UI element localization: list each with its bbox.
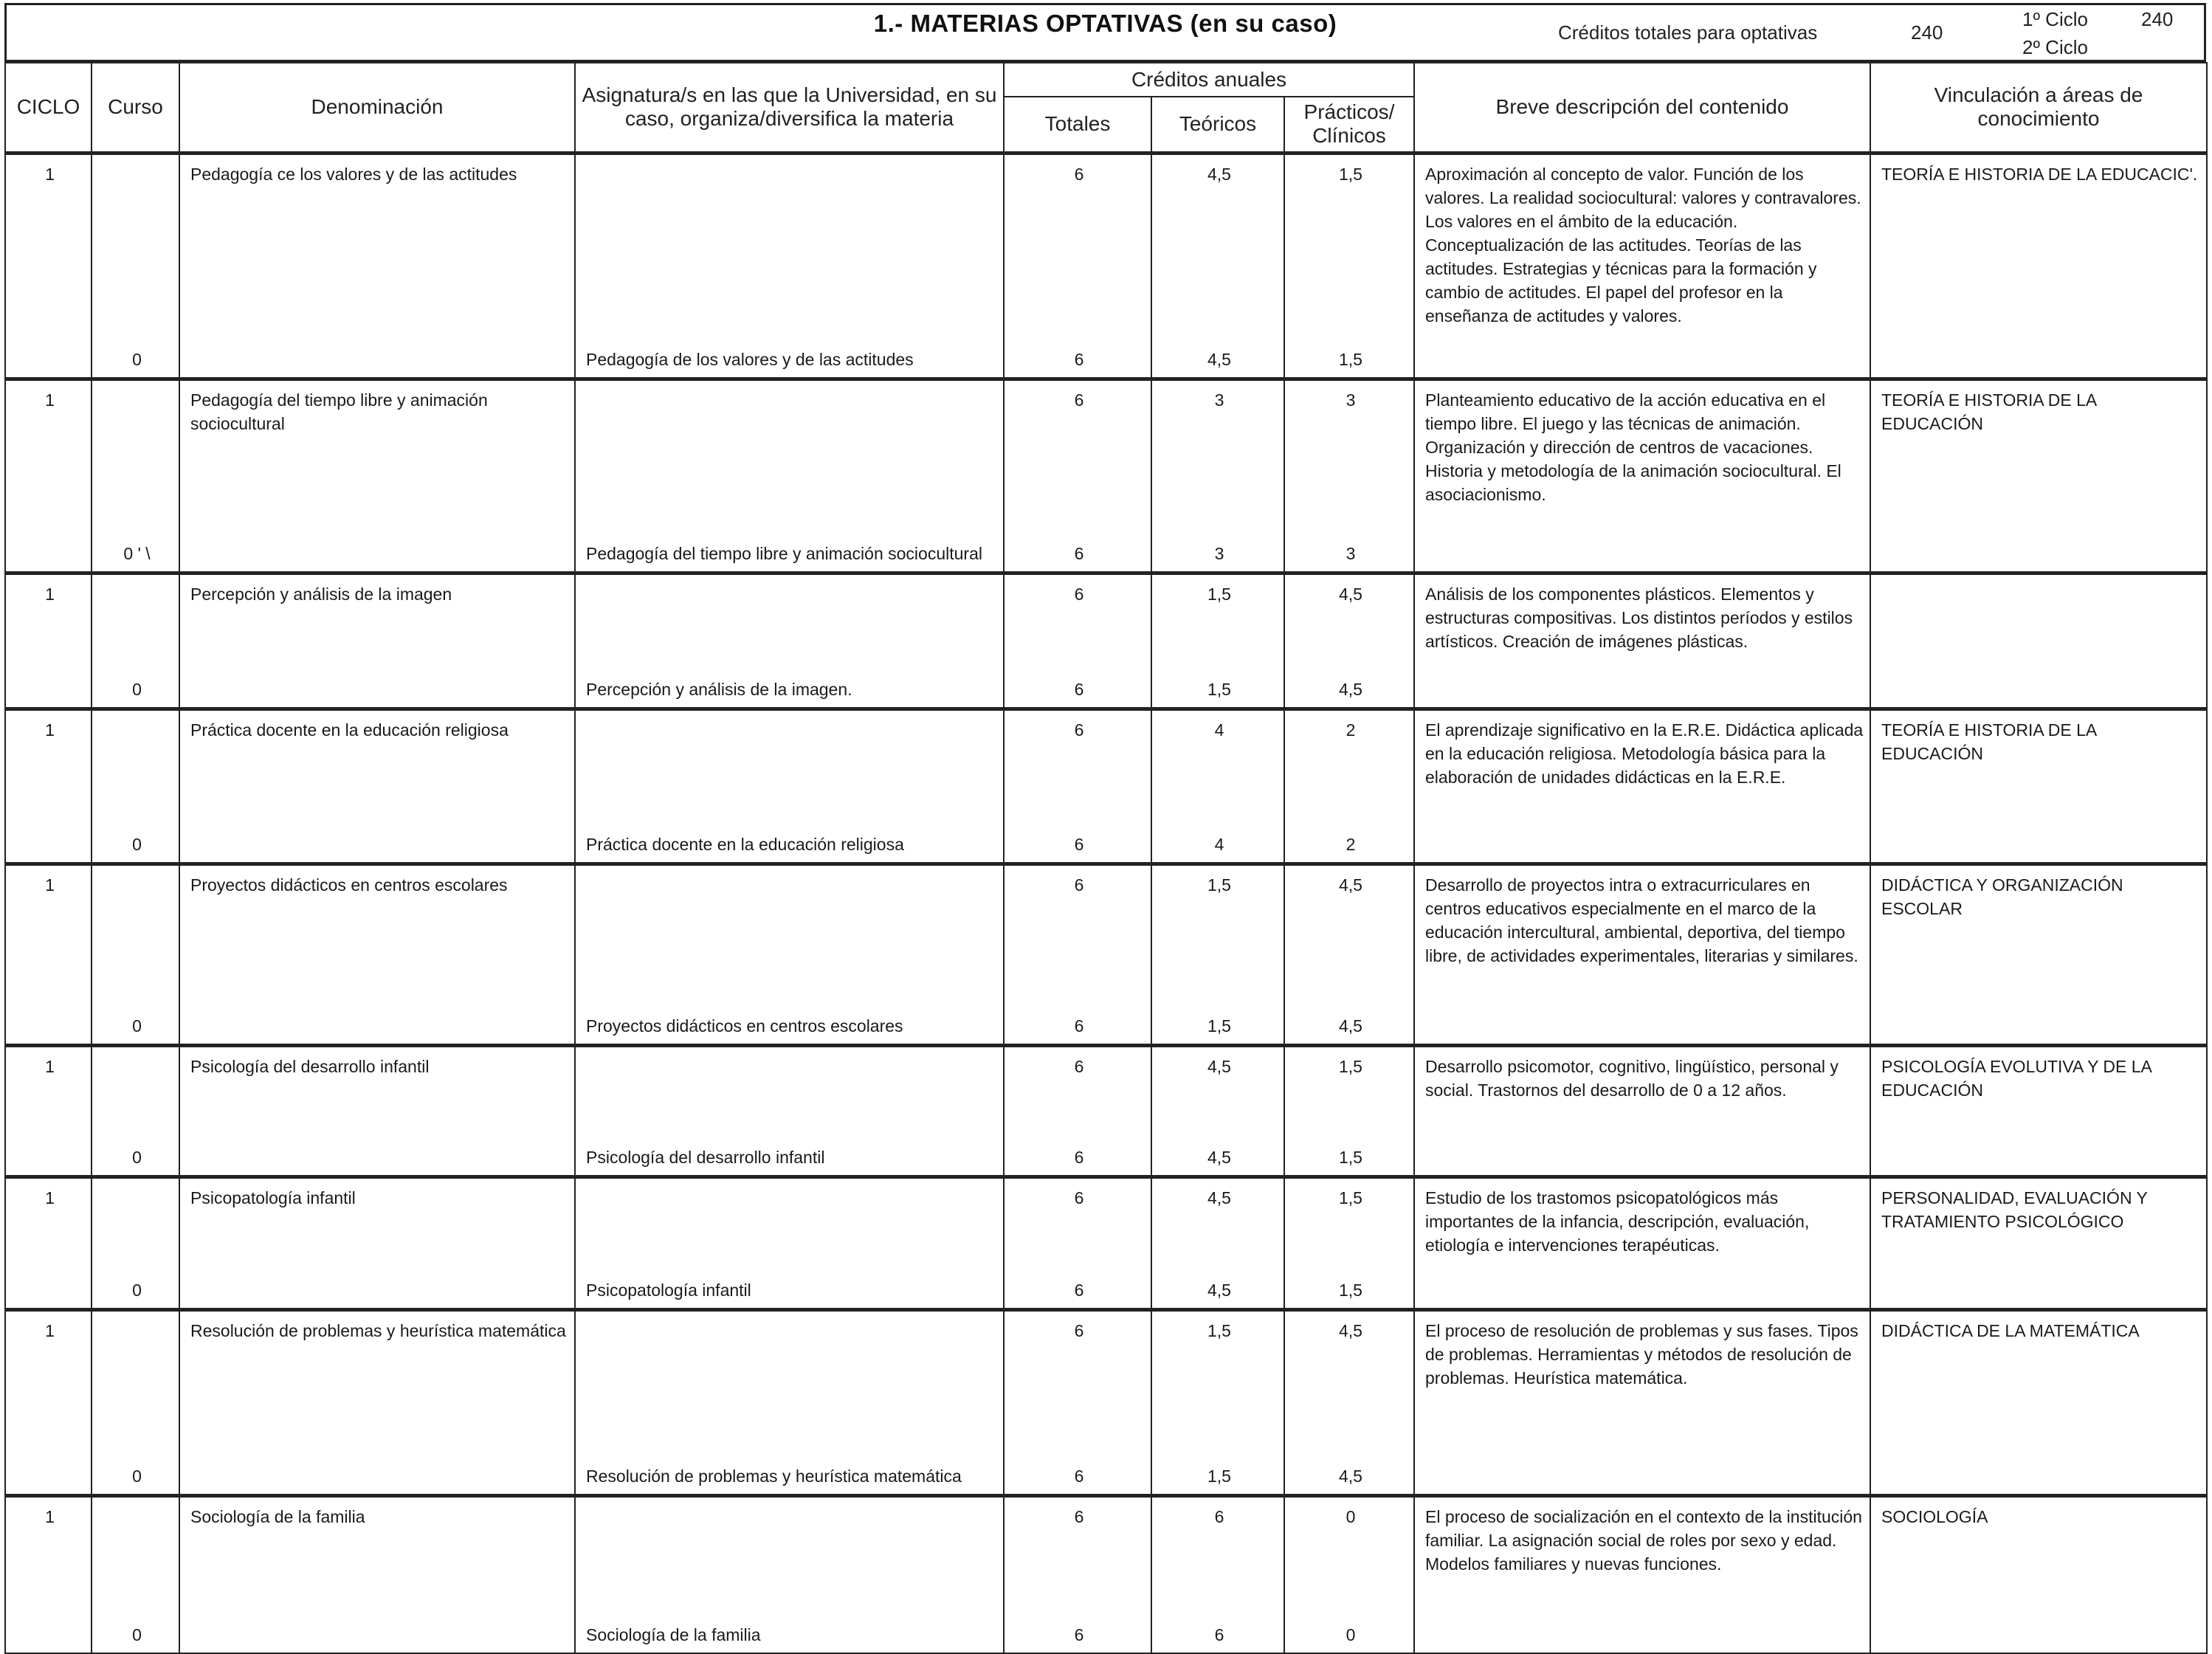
asignatura-cell	[575, 1309, 1004, 1495]
asignatura-cell	[575, 709, 1004, 864]
ciclo-cell	[5, 153, 92, 379]
curso-cell	[92, 864, 179, 1045]
asignatura-text: Pedagogía de los valores y de las actitudes	[586, 349, 914, 369]
asignatura-cell-wrap	[576, 1312, 1003, 1494]
practicos2-value: 1,5	[1339, 349, 1362, 369]
totales-value: 6	[1074, 1056, 1084, 1076]
denominacion-cell	[179, 379, 575, 573]
vinculacion-text: PERSONALIDAD, EVALUACIÓN Y TRATAMIENTO PSICOLÓGICO	[1881, 1188, 2148, 1231]
denominacion-cell-wrap	[180, 381, 574, 571]
asignatura-cell-wrap	[576, 575, 1003, 707]
curso-cell-wrap	[92, 1312, 179, 1494]
asignatura-cell	[575, 1176, 1004, 1309]
teoricos-cell	[1151, 153, 1284, 379]
practicos-cell-wrap	[1285, 1312, 1413, 1494]
teoricos-cell-wrap	[1152, 575, 1284, 707]
ciclo-cell-wrap	[6, 155, 91, 377]
teoricos-cell	[1151, 379, 1284, 573]
totales-cell-wrap	[1005, 381, 1151, 571]
totales-value: 6	[1074, 164, 1084, 184]
denominacion-cell	[179, 153, 575, 379]
asignatura-cell	[575, 379, 1004, 573]
denominacion-cell	[179, 1176, 575, 1309]
vinculacion-text: TEORÍA E HISTORIA DE LA EDUCACIÓN	[1881, 390, 2097, 433]
totales-value: 6	[1074, 1506, 1084, 1526]
practicos-value: 3	[1346, 390, 1356, 410]
denominacion-cell-wrap	[180, 711, 574, 862]
practicos-cell	[1284, 864, 1414, 1045]
practicos-value: 4,5	[1339, 584, 1362, 604]
ciclo-cell	[5, 1045, 92, 1176]
denominacion-text: Percepción y análisis de la imagen	[190, 584, 452, 604]
curso-value: 0 ' \	[123, 543, 151, 563]
curso-cell	[92, 379, 179, 573]
asignatura-text: Práctica docente en la educación religiosa	[586, 834, 904, 854]
asignatura-cell	[575, 1045, 1004, 1176]
practicos-value: 4,5	[1339, 875, 1362, 895]
totales-value: 6	[1074, 390, 1084, 410]
totales-cell	[1004, 1045, 1151, 1176]
practicos2-value: 1,5	[1339, 1280, 1362, 1300]
curso-value: 0	[132, 1016, 142, 1036]
teoricos-cell-wrap	[1152, 1498, 1284, 1653]
denominacion-cell-wrap	[180, 1312, 574, 1494]
ciclo-value: 1	[45, 390, 55, 410]
curso-value: 0	[132, 1625, 142, 1644]
teoricos2-value: 6	[1214, 1625, 1224, 1644]
ciclo-cell-wrap	[6, 575, 91, 707]
ciclo-value: 1	[45, 1506, 55, 1526]
vinculacion-text: TEORÍA E HISTORIA DE LA EDUCACIÓN	[1881, 720, 2097, 763]
practicos-value: 0	[1346, 1506, 1356, 1526]
curso-cell-wrap	[92, 711, 179, 862]
vinculacion-cell	[1870, 1045, 2207, 1176]
vinculacion-text: SOCIOLOGÍA	[1881, 1506, 1988, 1526]
practicos-value: 2	[1346, 720, 1356, 740]
teoricos2-value: 4,5	[1207, 1147, 1231, 1167]
creditos-totales-value: 240	[1911, 21, 1943, 44]
teoricos-cell	[1151, 1309, 1284, 1495]
asignatura-cell	[575, 153, 1004, 379]
denominacion-cell-wrap	[180, 866, 574, 1044]
totales-cell	[1004, 864, 1151, 1045]
teoricos-value: 6	[1214, 1506, 1224, 1526]
denominacion-cell-wrap	[180, 155, 574, 377]
practicos-value: 4,5	[1339, 1320, 1362, 1340]
curso-cell	[92, 1176, 179, 1309]
table-row	[5, 1495, 2207, 1653]
curso-value: 0	[132, 1280, 142, 1300]
vinculacion-cell	[1870, 1495, 2207, 1653]
practicos-cell-wrap	[1285, 1498, 1413, 1653]
descripcion-text: Análisis de los componentes plásticos. Elementos y estructuras compositivas. Los distintos períodos y estilos artísticos. Creación de imágenes plásticas.	[1425, 584, 1853, 651]
asignatura-text: Sociología de la familia	[586, 1625, 761, 1644]
ciclo-cell-wrap	[6, 1312, 91, 1494]
teoricos-value: 1,5	[1207, 875, 1231, 895]
teoricos-value: 4,5	[1207, 1188, 1231, 1207]
totales-value: 6	[1074, 584, 1084, 604]
totales-cell-wrap	[1005, 1498, 1151, 1653]
descripcion-text: El proceso de resolución de problemas y sus fases. Tipos de problemas. Herramientas y métodos de resolución de problemas. Heurística matemática.	[1425, 1320, 1858, 1388]
ciclo2-label: 2º Ciclo	[2022, 36, 2088, 58]
ciclo-value: 1	[45, 1056, 55, 1076]
denominacion-text: Práctica docente en la educación religiosa	[190, 720, 509, 740]
totales-cell-wrap	[1005, 711, 1151, 862]
ciclo-value: 1	[45, 720, 55, 740]
practicos2-value: 0	[1346, 1625, 1356, 1644]
vinculacion-text: TEORÍA E HISTORIA DE LA EDUCACIC'.	[1881, 164, 2198, 184]
denominacion-cell-wrap	[180, 1498, 574, 1653]
denominacion-text: Psicología del desarrollo infantil	[190, 1056, 430, 1076]
curso-value: 0	[132, 679, 142, 699]
col-denominacion: Denominación	[179, 63, 575, 153]
practicos-cell-wrap	[1285, 381, 1413, 571]
vinculacion-text: PSICOLOGÍA EVOLUTIVA Y DE LA EDUCACIÓN	[1881, 1056, 2151, 1100]
teoricos2-value: 4,5	[1207, 349, 1231, 369]
vinculacion-cell	[1870, 573, 2207, 709]
descripcion-text: Aproximación al concepto de valor. Función de los valores. La realidad sociocultural: valores y contravalores. Los valores en el ámbito de la educación. Conceptualización de las actitudes. Teorías de las actitudes. Estrategias y técnicas para la formación y cambio de actitudes. El papel del profesor en la enseñanza de actitudes y valores.	[1425, 164, 1861, 325]
asignatura-text: Psicopatología infantil	[586, 1280, 751, 1300]
ciclo-cell	[5, 573, 92, 709]
table-row	[5, 1045, 2207, 1176]
totales2-value: 6	[1074, 679, 1084, 699]
col-ciclo: CICLO	[5, 63, 92, 153]
ciclo-cell	[5, 864, 92, 1045]
table-row	[5, 1176, 2207, 1309]
asignatura-cell	[575, 1495, 1004, 1653]
curso-value: 0	[132, 1147, 142, 1167]
ciclo-value: 1	[45, 164, 55, 184]
curso-cell-wrap	[92, 1498, 179, 1653]
asignatura-cell-wrap	[576, 155, 1003, 377]
denominacion-cell	[179, 709, 575, 864]
teoricos-cell-wrap	[1152, 711, 1284, 862]
totales2-value: 6	[1074, 1625, 1084, 1644]
teoricos2-value: 1,5	[1207, 679, 1231, 699]
descripcion-text: Desarrollo de proyectos intra o extracurriculares en centros educativos especialmente en el marco de la educación intercultural, ambiental, deportiva, del tiempo libre, de actividades experimentales, literarias y similares.	[1425, 875, 1858, 965]
asignatura-text: Psicología del desarrollo infantil	[586, 1147, 825, 1167]
totales-cell	[1004, 379, 1151, 573]
ciclo-value: 1	[45, 1188, 55, 1207]
curso-cell-wrap	[92, 381, 179, 571]
totales2-value: 6	[1074, 543, 1084, 563]
curso-value: 0	[132, 349, 142, 369]
curso-cell	[92, 153, 179, 379]
asignatura-cell	[575, 864, 1004, 1045]
practicos2-value: 4,5	[1339, 1466, 1362, 1486]
asignatura-cell-wrap	[576, 1179, 1003, 1308]
totales-cell	[1004, 1495, 1151, 1653]
table-row	[5, 709, 2207, 864]
asignatura-text: Resolución de problemas y heurística matemática	[586, 1466, 962, 1486]
col-totales: Totales	[1004, 97, 1151, 153]
creditos-totales-label: Créditos totales para optativas	[1558, 21, 1818, 44]
table-body	[5, 153, 2207, 1653]
vinculacion-cell	[1870, 1176, 2207, 1309]
practicos-cell	[1284, 153, 1414, 379]
ciclo-cell	[5, 1495, 92, 1653]
denominacion-cell	[179, 573, 575, 709]
teoricos2-value: 1,5	[1207, 1016, 1231, 1036]
practicos-cell	[1284, 1176, 1414, 1309]
practicos-cell-wrap	[1285, 155, 1413, 377]
ciclo-cell-wrap	[6, 711, 91, 862]
totales-cell-wrap	[1005, 1312, 1151, 1494]
col-asignaturas: Asignatura/s en las que la Universidad, en su caso, organiza/diversifica la materia	[575, 63, 1004, 153]
totales-value: 6	[1074, 875, 1084, 895]
teoricos-cell-wrap	[1152, 1179, 1284, 1308]
curso-cell-wrap	[92, 866, 179, 1044]
vinculacion-cell	[1870, 709, 2207, 864]
denominacion-cell	[179, 864, 575, 1045]
practicos2-value: 4,5	[1339, 1016, 1362, 1036]
teoricos-cell	[1151, 864, 1284, 1045]
curso-value: 0	[132, 834, 142, 854]
descripcion-cell	[1414, 573, 1870, 709]
teoricos-cell	[1151, 573, 1284, 709]
table-row	[5, 153, 2207, 379]
ciclo-cell-wrap	[6, 1498, 91, 1653]
ciclo-value: 1	[45, 584, 55, 604]
ciclo1-value: 240	[2141, 8, 2174, 30]
asignatura-text: Percepción y análisis de la imagen.	[586, 679, 852, 699]
denominacion-text: Psicopatología infantil	[190, 1188, 356, 1207]
descripcion-cell	[1414, 379, 1870, 573]
ciclo-cell	[5, 379, 92, 573]
totales2-value: 6	[1074, 1280, 1084, 1300]
denominacion-text: Proyectos didácticos en centros escolares	[190, 875, 508, 895]
asignatura-text: Pedagogía del tiempo libre y animación sociocultural	[586, 543, 982, 563]
col-creditos-anuales: Créditos anuales	[1004, 63, 1414, 97]
teoricos-value: 3	[1214, 390, 1224, 410]
asignatura-text: Proyectos didácticos en centros escolares	[586, 1016, 903, 1036]
descripcion-text: El aprendizaje significativo en la E.R.E. Didáctica aplicada en la educación religiosa. Metodología básica para la elaboración de unidades didácticas en la E.R.E.	[1425, 720, 1864, 787]
teoricos-value: 1,5	[1207, 1320, 1231, 1340]
practicos-cell	[1284, 379, 1414, 573]
page-title: 1.- MATERIAS OPTATIVAS (en su caso)	[873, 10, 1337, 37]
totales-cell-wrap	[1005, 866, 1151, 1044]
totales-cell	[1004, 573, 1151, 709]
totales-cell	[1004, 1176, 1151, 1309]
denominacion-cell	[179, 1309, 575, 1495]
ciclo-cell	[5, 1309, 92, 1495]
col-descripcion: Breve descripción del contenido	[1414, 63, 1870, 153]
practicos2-value: 1,5	[1339, 1147, 1362, 1167]
totales2-value: 6	[1074, 1466, 1084, 1486]
denominacion-text: Pedagogía del tiempo libre y animación sociocultural	[190, 390, 488, 433]
col-curso: Curso	[92, 63, 179, 153]
practicos-value: 1,5	[1339, 164, 1362, 184]
teoricos-cell	[1151, 1045, 1284, 1176]
teoricos-cell-wrap	[1152, 381, 1284, 571]
asignatura-cell-wrap	[576, 1047, 1003, 1175]
col-practicos: Prácticos/ Clínicos	[1284, 97, 1414, 153]
table-row	[5, 1309, 2207, 1495]
totales2-value: 6	[1074, 834, 1084, 854]
denominacion-text: Sociología de la familia	[190, 1506, 365, 1526]
vinculacion-text	[1871, 575, 2206, 588]
curso-cell-wrap	[92, 575, 179, 707]
asignatura-cell-wrap	[576, 1498, 1003, 1653]
teoricos-cell-wrap	[1152, 155, 1284, 377]
col-teoricos: Teóricos	[1151, 97, 1284, 153]
practicos-cell-wrap	[1285, 866, 1413, 1044]
curso-cell	[92, 1045, 179, 1176]
descripcion-text: Estudio de los trastomos psicopatológicos más importantes de la infancia, descripción, evaluación, etiología e intervenciones terapéuticas.	[1425, 1188, 1810, 1255]
totales-value: 6	[1074, 720, 1084, 740]
curso-cell	[92, 573, 179, 709]
curso-cell	[92, 1495, 179, 1653]
totales-cell-wrap	[1005, 155, 1151, 377]
teoricos2-value: 1,5	[1207, 1466, 1231, 1486]
practicos-cell	[1284, 1045, 1414, 1176]
curso-cell	[92, 1309, 179, 1495]
vinculacion-cell	[1870, 153, 2207, 379]
descripcion-cell	[1414, 864, 1870, 1045]
document-header	[4, 3, 2206, 62]
denominacion-cell	[179, 1045, 575, 1176]
totales-cell	[1004, 153, 1151, 379]
descripcion-cell	[1414, 1176, 1870, 1309]
descripcion-cell	[1414, 1045, 1870, 1176]
descripcion-text: El proceso de socialización en el contexto de la institución familiar. La asignación social de roles por sexo y edad. Modelos familiares y nuevas funciones.	[1425, 1506, 1862, 1574]
teoricos-cell-wrap	[1152, 1312, 1284, 1494]
totales2-value: 6	[1074, 1147, 1084, 1167]
teoricos-cell	[1151, 1495, 1284, 1653]
curso-cell-wrap	[92, 1047, 179, 1175]
vinculacion-cell	[1870, 1309, 2207, 1495]
totales2-value: 6	[1074, 1016, 1084, 1036]
teoricos2-value: 4	[1214, 834, 1224, 854]
ciclo-cell-wrap	[6, 1047, 91, 1175]
practicos2-value: 4,5	[1339, 679, 1362, 699]
practicos-value: 1,5	[1339, 1188, 1362, 1207]
ciclo-cell	[5, 709, 92, 864]
practicos-cell	[1284, 573, 1414, 709]
practicos-cell	[1284, 709, 1414, 864]
denominacion-text: Pedagogía ce los valores y de las actitudes	[190, 164, 517, 184]
ciclo-value: 1	[45, 875, 55, 895]
vinculacion-text: DIDÁCTICA Y ORGANIZACIÓN ESCOLAR	[1881, 875, 2123, 918]
teoricos-value: 4,5	[1207, 1056, 1231, 1076]
descripcion-text: Planteamiento educativo de la acción educativa en el tiempo libre. El juego y las técnicas de animación. Organización y dirección de centros de vacaciones. Historia y metodología de la animación sociocultural. El asociacionismo.	[1425, 390, 1841, 504]
vinculacion-text: DIDÁCTICA DE LA MATEMÁTICA	[1881, 1320, 2140, 1340]
descripcion-text: Desarrollo psicomotor, cognitivo, lingüístico, personal y social. Trastornos del desarrollo de 0 a 12 años.	[1425, 1056, 1839, 1100]
descripcion-cell	[1414, 1309, 1870, 1495]
totales2-value: 6	[1074, 349, 1084, 369]
vinculacion-cell	[1870, 864, 2207, 1045]
ciclo-cell-wrap	[6, 866, 91, 1044]
practicos-value: 1,5	[1339, 1056, 1362, 1076]
col-vinculacion: Vinculación a áreas de conocimiento	[1870, 63, 2207, 153]
denominacion-cell-wrap	[180, 1179, 574, 1308]
denominacion-cell	[179, 1495, 575, 1653]
materias-optativas-table	[4, 62, 2208, 1654]
denominacion-text: Resolución de problemas y heurística matemática	[190, 1320, 566, 1340]
asignatura-cell-wrap	[576, 866, 1003, 1044]
asignatura-cell	[575, 573, 1004, 709]
practicos2-value: 3	[1346, 543, 1356, 563]
totales-cell-wrap	[1005, 1047, 1151, 1175]
teoricos2-value: 3	[1214, 543, 1224, 563]
curso-value: 0	[132, 1466, 142, 1486]
ciclo-value: 1	[45, 1320, 55, 1340]
totales-value: 6	[1074, 1188, 1084, 1207]
curso-cell-wrap	[92, 155, 179, 377]
table-row	[5, 379, 2207, 573]
teoricos-cell	[1151, 709, 1284, 864]
teoricos-cell	[1151, 1176, 1284, 1309]
table-row	[5, 864, 2207, 1045]
totales-cell-wrap	[1005, 575, 1151, 707]
denominacion-cell-wrap	[180, 575, 574, 707]
practicos-cell	[1284, 1309, 1414, 1495]
practicos-cell-wrap	[1285, 1179, 1413, 1308]
teoricos-value: 4	[1214, 720, 1224, 740]
ciclo-cell	[5, 1176, 92, 1309]
ciclo-cell-wrap	[6, 381, 91, 571]
descripcion-cell	[1414, 1495, 1870, 1653]
teoricos-cell-wrap	[1152, 866, 1284, 1044]
teoricos-value: 1,5	[1207, 584, 1231, 604]
teoricos2-value: 4,5	[1207, 1280, 1231, 1300]
asignatura-cell-wrap	[576, 711, 1003, 862]
vinculacion-cell	[1870, 379, 2207, 573]
denominacion-cell-wrap	[180, 1047, 574, 1175]
teoricos-value: 4,5	[1207, 164, 1231, 184]
descripcion-cell	[1414, 709, 1870, 864]
totales-cell-wrap	[1005, 1179, 1151, 1308]
ciclo-cell-wrap	[6, 1179, 91, 1308]
teoricos-cell-wrap	[1152, 1047, 1284, 1175]
table-row	[5, 573, 2207, 709]
practicos2-value: 2	[1346, 834, 1356, 854]
curso-cell	[92, 709, 179, 864]
descripcion-cell	[1414, 153, 1870, 379]
totales-cell	[1004, 709, 1151, 864]
practicos-cell-wrap	[1285, 575, 1413, 707]
totales-value: 6	[1074, 1320, 1084, 1340]
totales-cell	[1004, 1309, 1151, 1495]
asignatura-cell-wrap	[576, 381, 1003, 571]
practicos-cell	[1284, 1495, 1414, 1653]
curso-cell-wrap	[92, 1179, 179, 1308]
practicos-cell-wrap	[1285, 1047, 1413, 1175]
ciclo1-label: 1º Ciclo	[2022, 8, 2088, 30]
practicos-cell-wrap	[1285, 711, 1413, 862]
